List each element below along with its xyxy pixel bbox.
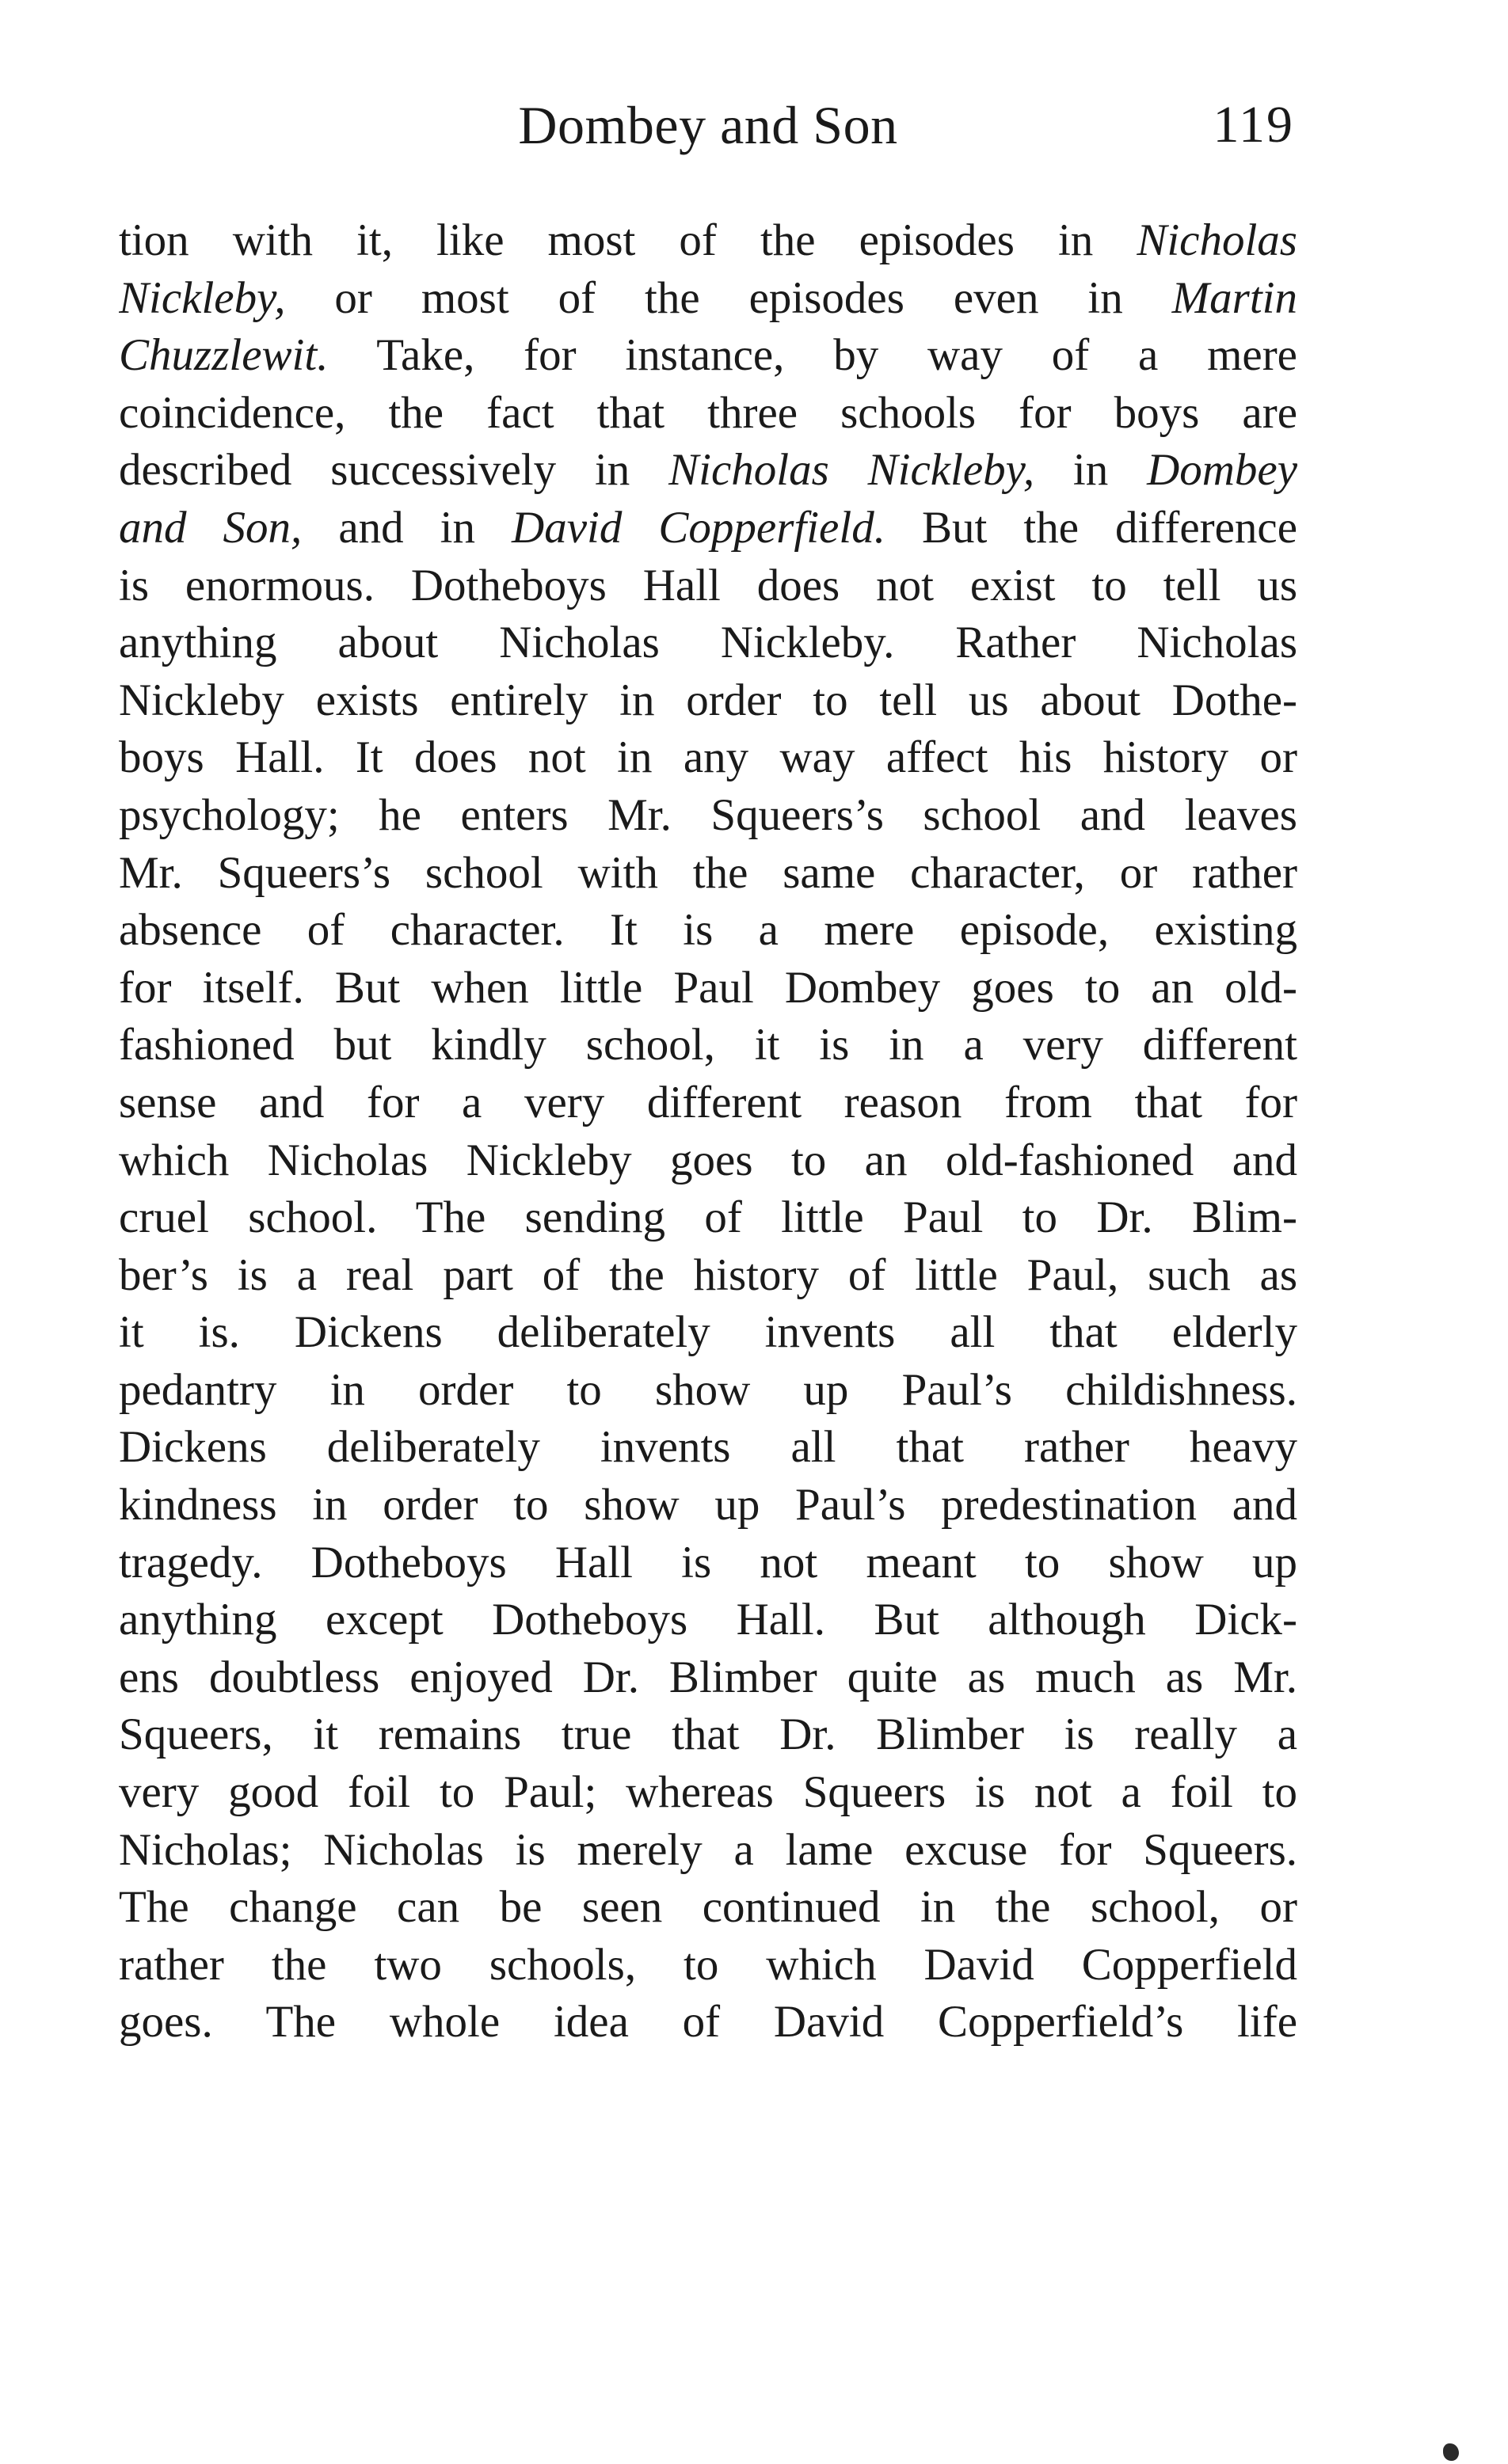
text-line: Mr. Squeers’s school with the same character, or rather (119, 847, 1297, 898)
running-title: Dombey and Son (518, 95, 898, 155)
text-line: ens doubtless enjoyed Dr. Blimber quite as much as Mr. (119, 1652, 1297, 1702)
text-line: pedantry in order to show up Paul’s childishness. (119, 1364, 1297, 1415)
text-line: for itself. But when little Paul Dombey goes to an old- (119, 962, 1297, 1013)
italic-title: and Son, (119, 502, 303, 553)
text-line: psychology; he enters Mr. Squeers’s school and leaves (119, 789, 1297, 840)
text-line: goes. The whole idea of David Copperfield’s life (119, 1997, 1297, 2048)
text-run: and in (302, 502, 512, 553)
text-line (119, 212, 1297, 270)
text-line: is enormous. Dotheboys Hall does not exist to tell us (119, 560, 1297, 610)
italic-title: Nicholas (1137, 215, 1297, 265)
text-line (119, 442, 1297, 500)
text-run: described successively in (119, 445, 669, 496)
page-number: 119 (1213, 96, 1294, 154)
ink-speck (1443, 2443, 1459, 2461)
text-line: kindness in order to show up Paul’s predestination and (119, 1480, 1297, 1530)
text-line: rather the two schools, to which David Copperfield (119, 1939, 1297, 1990)
text-line: anything about Nicholas Nickleby. Rather Nicholas (119, 618, 1297, 668)
italic-title: Martin (1171, 272, 1297, 323)
text-line: very good foil to Paul; whereas Squeers is not a foil to (119, 1767, 1297, 1818)
text-line: Squeers, it remains true that Dr. Blimber is really a (119, 1709, 1297, 1760)
text-line: absence of character. It is a mere episode, existing (119, 905, 1297, 956)
text-line: Dickens deliberately invents all that rather heavy (119, 1422, 1297, 1473)
text-run: Take, for instance, by way of a mere (328, 330, 1297, 381)
text-line: tragedy. Dotheboys Hall is not meant to show up (119, 1537, 1297, 1588)
text-run: or most of the episodes even in (285, 272, 1172, 323)
text-line: anything except Dotheboys Hall. But although Dick- (119, 1595, 1297, 1645)
text-line: sense and for a very different reason from that for (119, 1077, 1297, 1127)
text-line (119, 500, 1297, 557)
text-run: in (1034, 445, 1148, 496)
text-line: Nicholas; Nicholas is merely a lame excuse for Squeers. (119, 1824, 1297, 1875)
text-line: ber’s is a real part of the history of little Paul, such as (119, 1249, 1297, 1300)
text-line: boys Hall. It does not in any way affect his history or (119, 732, 1297, 783)
italic-title: Nickleby, (119, 272, 286, 323)
body-text (119, 212, 1297, 2051)
text-line: fashioned but kindly school, it is in a very different (119, 1020, 1297, 1070)
text-line: Nickleby exists entirely in order to tell us about Dothe- (119, 675, 1297, 725)
text-line: which Nicholas Nickleby goes to an old-fashioned and (119, 1135, 1297, 1185)
text-line (119, 327, 1297, 385)
italic-title: Dombey (1147, 445, 1297, 496)
text-run: tion with it, like most of the episodes in (119, 215, 1137, 265)
text-line (119, 270, 1297, 328)
text-line: cruel school. The sending of little Paul to Dr. Blim- (119, 1192, 1297, 1243)
text-line: coincidence, the fact that three schools for boys are (119, 387, 1297, 438)
italic-title: Nicholas Nickleby, (668, 445, 1035, 496)
text-run: But the difference (885, 502, 1297, 553)
text-line: it is. Dickens deliberately invents all that elderly (119, 1307, 1297, 1358)
italic-title: David Copperfield. (512, 502, 885, 553)
running-head (119, 86, 1297, 165)
text-line: The change can be seen continued in the school, or (119, 1882, 1297, 1933)
italic-title: Chuzzlewit. (119, 330, 329, 381)
